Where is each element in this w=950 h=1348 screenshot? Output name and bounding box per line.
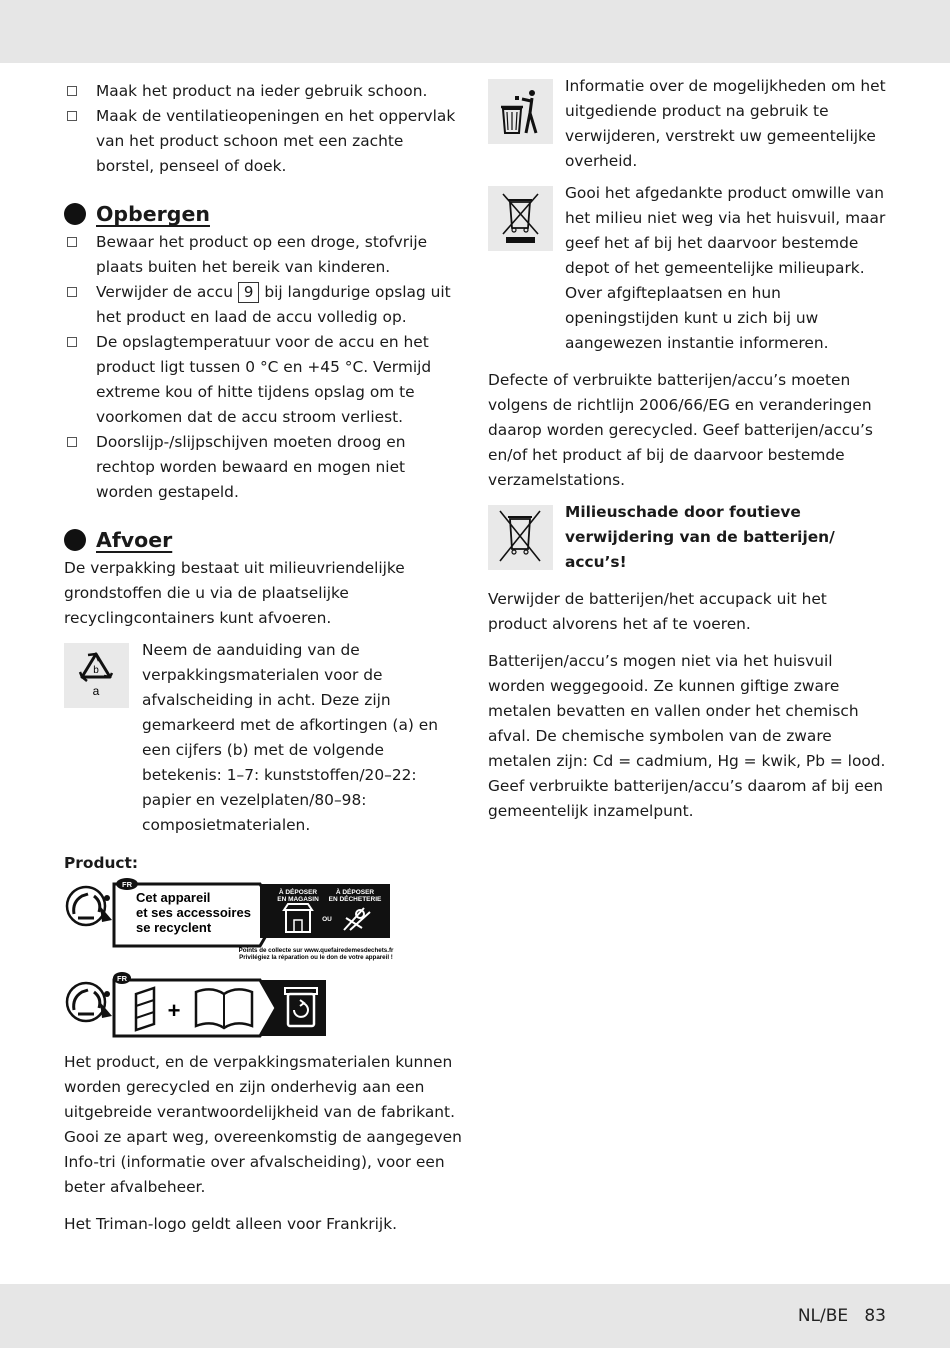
checkbox-icon	[67, 237, 77, 247]
checkbox-icon	[67, 437, 77, 447]
storage-list	[64, 230, 464, 505]
svg-text:Cet appareil: Cet appareil	[136, 890, 211, 905]
remove-battery-text: Verwijder de batterijen/het accupack uit het product alvorens het af te voeren.	[488, 590, 827, 633]
battery-warning-title: Milieuschade door foutieve verwijdering van de batterijen/ accu’s!	[565, 503, 835, 571]
svg-text:Privilégiez la réparation ou l: Privilégiez la réparation ou le don de votre appareil !	[239, 954, 393, 961]
list-item: Doorslijp-/slijpschijven moeten droog en rechtop worden bewaard en mogen niet worden gestapeld.	[64, 430, 464, 505]
triman-logo-packaging	[64, 972, 464, 1042]
bullet-dot-icon	[64, 529, 86, 551]
recycling-code-icon	[64, 643, 129, 708]
bin-info	[488, 79, 890, 174]
svg-text:OU: OU	[322, 916, 332, 923]
cleaning-list	[64, 79, 464, 179]
list-item: De opslagtemperatuur voor de accu en het product ligt tussen 0 °C en +45 °C. Vermijd extreme kou of hitte tijdens opslag om te voorkomen dat de accu stroom verliest.	[64, 330, 464, 430]
checkbox-icon	[67, 111, 77, 121]
bullet-dot-icon	[64, 203, 86, 225]
svg-text:À DÉPOSER: À DÉPOSER	[335, 889, 375, 896]
recycle-text: Neem de aanduiding van de verpakkingsmaterialen voor de afvalscheiding in acht. Deze zijn gemarkeerd met de afkortingen (a) en een cijfers (b) met de volgende betekenis: 1–7: kunststoffen/20–22: papier en vezelplaten/80–98: composietmaterialen.	[142, 641, 438, 834]
list-item: Verwijder de accu 9 bij langdurige opslag uit het product en laad de accu volledig op.	[64, 280, 464, 330]
triman-note: Het Triman-logo geldt alleen voor Frankrijk.	[64, 1215, 397, 1233]
checkbox-icon	[67, 287, 77, 297]
list-item: Bewaar het product op een droge, stofvrije plaats buiten het bereik van kinderen.	[64, 230, 464, 280]
crossed-bin-icon	[488, 186, 553, 251]
epr-paragraph: Het product, en de verpakkingsmaterialen kunnen worden gerecycled en zijn onderhevig aan een uitgebreide verantwoordelijkheid van de fabrikant. Gooi ze apart weg, overeenkomstig de aangegeven Info-tri (informatie over afvalscheiding), voor een beter afvalbeheer.	[64, 1053, 462, 1196]
person-throwing-trash-icon	[488, 79, 553, 144]
svg-text:se recyclent: se recyclent	[136, 920, 212, 935]
svg-text:a: a	[92, 684, 100, 698]
checkbox-icon	[67, 86, 77, 96]
recycle-info	[64, 643, 464, 838]
list-item: Maak de ventilatieopeningen en het oppervlak van het product schoon met een zachte borstel, penseel of doek.	[64, 104, 464, 179]
svg-text:EN DÉCHETERIE: EN DÉCHETERIE	[328, 896, 382, 903]
checkbox-icon	[67, 337, 77, 347]
left-column	[64, 79, 464, 1237]
weee-text: Gooi het afgedankte product omwille van het milieu niet weg via het huisvuil, maar geef het af bij het daarvoor bestemde depot of het gemeentelijke milieupark. Over afgifteplaatsen en hun openingstijden kunt u zich bij uw aangewezen instantie informeren.	[565, 184, 886, 352]
svg-text:b: b	[93, 665, 99, 676]
part-number-box: 9	[238, 282, 260, 303]
battery-warning	[488, 505, 890, 575]
svg-text:EN MAGASIN: EN MAGASIN	[277, 896, 319, 903]
storage-heading: Opbergen	[64, 202, 464, 226]
svg-text:À DÉPOSER: À DÉPOSER	[278, 889, 318, 896]
disposal-intro: De verpakking bestaat uit milieuvriendelijke grondstoffen die u via de plaatselijke recyclingcontainers kunt afvoeren.	[64, 559, 405, 627]
page-footer: NL/BE 83	[797, 1306, 886, 1326]
svg-text:FR: FR	[122, 880, 132, 889]
disposal-heading: Afvoer	[64, 528, 464, 552]
battery-directive: Defecte of verbruikte batterijen/accu’s moeten volgens de richtlijn 2006/66/EG en veranderingen daarop worden gerecycled. Geef batterijen/accu’s en/of het product af bij de daarvoor bestemde verzamelstations.	[488, 371, 873, 489]
svg-text:FR: FR	[117, 974, 127, 983]
list-item: Maak het product na ieder gebruik schoon.	[64, 79, 464, 104]
crossed-battery-bin-icon	[488, 505, 553, 570]
svg-text:et ses accessoires: et ses accessoires	[136, 905, 251, 920]
heavy-metals-text: Batterijen/accu’s mogen niet via het huisvuil worden weggegooid. Ze kunnen giftige zware metalen bevatten en vallen onder het chemisch afval. De chemische symbolen van de zware metalen zijn: Cd = cadmium, Hg = kwik, Pb = lood. Geef verbruikte batterijen/accu’s daarom af bij een gemeentelijk inzamelpunt.	[488, 652, 886, 820]
right-column	[488, 79, 890, 824]
bin-text: Informatie over de mogelijkheden om het uitgediende product na gebruik te verwijderen, verstrekt uw gemeentelijke overheid.	[565, 77, 886, 170]
top-band	[0, 0, 950, 63]
svg-text:+: +	[167, 998, 181, 1023]
svg-text:Points de collecte sur www.que: Points de collecte sur www.quefairedemesdechets.fr	[238, 947, 394, 954]
weee-info	[488, 186, 890, 356]
product-label: Product:	[64, 854, 139, 872]
triman-logo-appliance	[64, 878, 464, 966]
